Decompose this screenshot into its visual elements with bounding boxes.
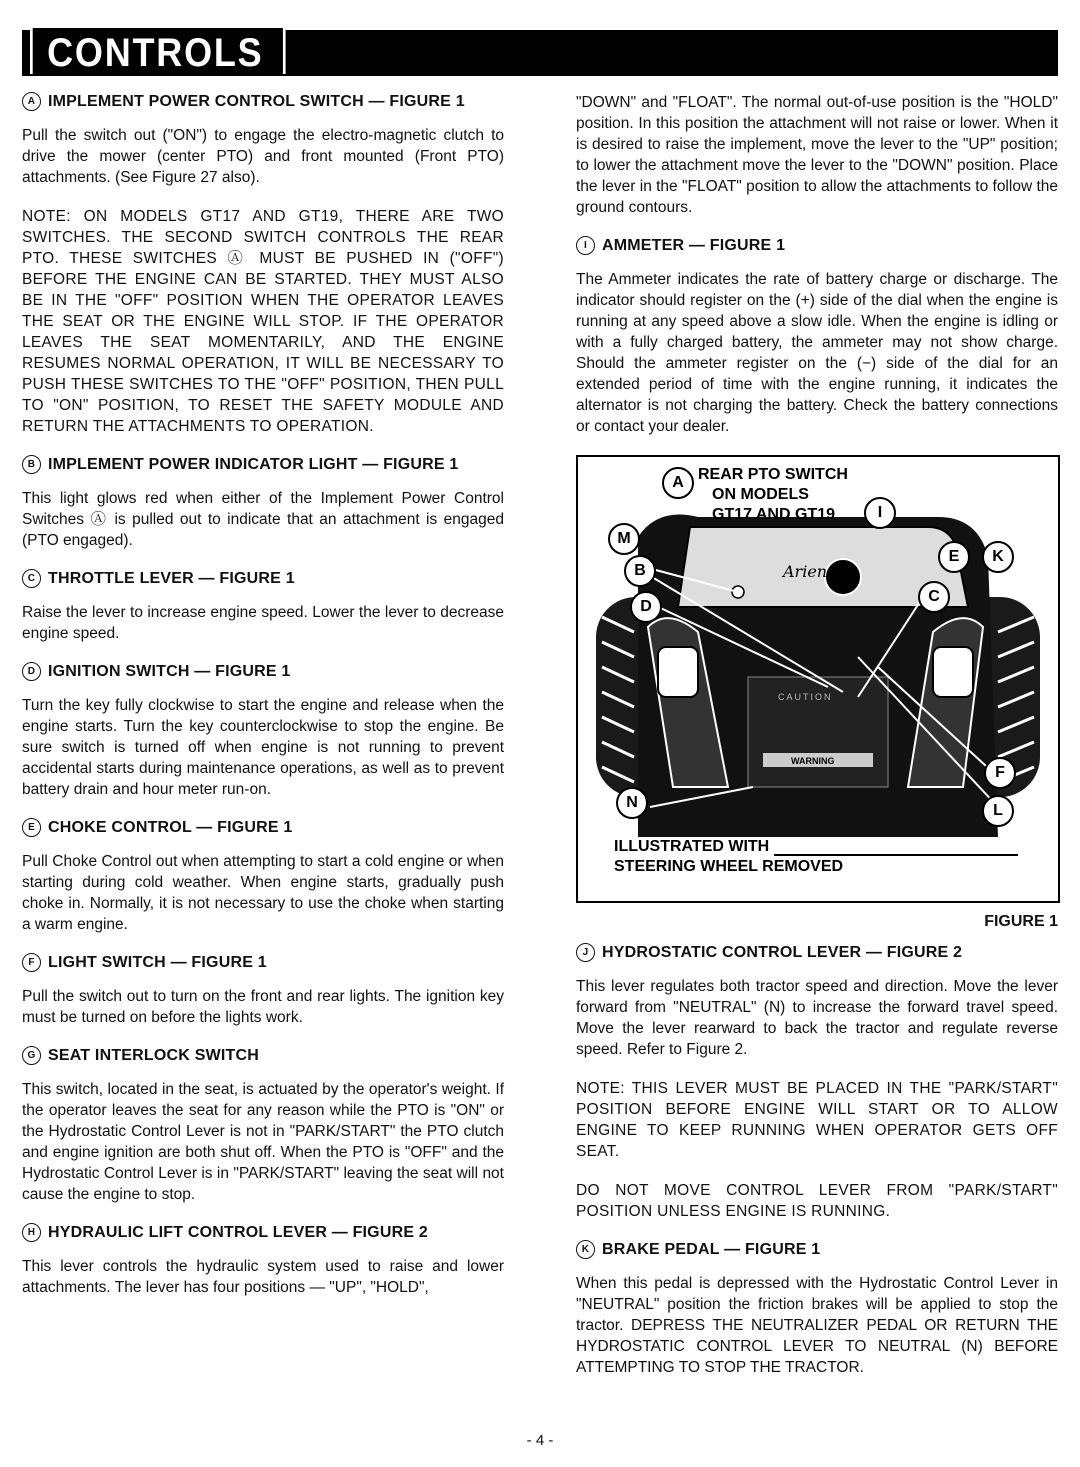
- callout-line: STEERING WHEEL REMOVED: [614, 858, 844, 875]
- paragraph: Pull the switch out to turn on the front and rear lights. The ignition key must be turned on before the lights work.: [22, 988, 504, 1026]
- figure-label-m: M: [608, 523, 640, 555]
- heading-ignition-switch: [22, 662, 504, 681]
- letter-badge-f: F: [22, 953, 41, 972]
- paragraph: Pull Choke Control out when attempting to start a cold engine or when starting during cold weather. When engine starts, gradually push choke in. Normally, it is not necessary to use the choke when starting a warm engine.: [22, 853, 504, 933]
- paragraph: The Ammeter indicates the rate of battery charge or discharge. The indicator should register on the (+) side of the dial when the engine is running at any speed above a slow idle. When the engine is idling or with a fully charged battery, the ammeter may not show charge. Should the ammeter register on the (−) side of the dial for an extended period of time with the engine running, it indicates the alternator is not charging the battery. Check the battery connections or contact your dealer.: [576, 271, 1058, 435]
- letter-badge-k: K: [576, 1240, 595, 1259]
- heading-seat-interlock-switch: [22, 1046, 504, 1065]
- figure-label-a: A: [662, 467, 694, 499]
- right-pedal: [933, 647, 973, 697]
- figure-label-k: K: [982, 541, 1014, 573]
- page-number: - 4 -: [526, 1432, 554, 1449]
- paragraph: This switch, located in the seat, is actuated by the operator's weight. If the operator leaves the seat for any reason while the PTO is "ON" or the Hydrostatic Control Lever is not in "PARK/START" the PTO clutch and engine ignition are both shut off. When the PTO is "OFF" and the Hydrostatic Control Lever is in "PARK/START" leaving the seat will not cause the engine to stop.: [22, 1081, 504, 1203]
- paragraph: This light glows red when either of the Implement Power Control Switches Ⓐ is pulled out to indicate that an attachment is engaged (PTO engaged).: [22, 490, 504, 549]
- paragraph: Turn the key fully clockwise to start the engine and release when the engine starts. Turn the key counterclockwise to stop the engine. Be sure switch is turned off when engine is not running to prevent accidental starts during maintenance operations, as well as to prevent battery drain and hour meter run-on.: [22, 697, 504, 798]
- figure-label-f: F: [984, 757, 1016, 789]
- figure-1-illustration: [576, 455, 1060, 903]
- heading-text: THROTTLE LEVER — FIGURE 1: [48, 569, 295, 587]
- warning-paragraph: DO NOT MOVE CONTROL LEVER FROM "PARK/START" POSITION UNLESS ENGINE IS RUNNING.: [576, 1182, 1058, 1220]
- warning-label: WARNING: [791, 756, 835, 766]
- letter-badge-h: H: [22, 1223, 41, 1242]
- callout-line: ON MODELS: [712, 486, 809, 503]
- callout-line: ILLUSTRATED WITH: [614, 838, 770, 855]
- paragraph: "DOWN" and "FLOAT". The normal out-of-use position is the "HOLD" position. In this position the attachment will not raise or lower. When it is desired to raise the implement, move the lever to the "UP" position; to lower the attachment move the lever to the "DOWN" position. Place the lever in the "FLOAT" position to allow the attachments to follow the ground contours.: [576, 94, 1058, 216]
- heading-text: LIGHT SWITCH — FIGURE 1: [48, 953, 267, 971]
- left-column: [22, 92, 504, 1316]
- heading-text: CHOKE CONTROL — FIGURE 1: [48, 818, 293, 836]
- heading-implement-power-control-switch: [22, 92, 504, 111]
- callout-line: REAR PTO SWITCH: [698, 466, 848, 483]
- letter-badge-e: E: [22, 818, 41, 837]
- left-pedal: [658, 647, 698, 697]
- heading-text: HYDRAULIC LIFT CONTROL LEVER — FIGURE 2: [48, 1223, 428, 1241]
- figure-label-l: L: [982, 795, 1014, 827]
- heading-ammeter: [576, 236, 1058, 255]
- note-paragraph: NOTE: ON MODELS GT17 AND GT19, THERE ARE TWO SWITCHES. THE SECOND SWITCH CONTROLS THE REAR PTO. THESE SWITCHES Ⓐ MUST BE PUSHED IN ("OFF") BEFORE THE ENGINE CAN BE STARTED. THEY MUST ALSO BE IN THE "OFF" POSITION WHEN THE OPERATOR LEAVES THE SEAT OR THE ENGINE WILL STOP. IF THE OPERATOR LEAVES THE SEAT MOMENTARILY, AND THE ENGINE RESUMES NORMAL OPERATION, IT WILL BE NECESSARY TO PUSH THESE SWITCHES TO THE "OFF" POSITION, THEN PULL TO "ON" POSITION, TO RESET THE SAFETY MODULE AND RETURN THE ATTACHMENTS TO OPERATION.: [22, 208, 504, 435]
- heading-light-switch: [22, 953, 504, 972]
- callout-line: GT17 AND GT19: [712, 506, 835, 523]
- letter-badge-c: C: [22, 569, 41, 588]
- figure-label-c: C: [918, 581, 950, 613]
- figure-caption: FIGURE 1: [984, 913, 1058, 930]
- heading-text: BRAKE PEDAL — FIGURE 1: [602, 1240, 821, 1258]
- paragraph: This lever regulates both tractor speed and direction. Move the lever forward from "NEUTRAL" (N) to increase the forward travel speed. Move the lever rearward to back the tractor and regulate reverse speed. Refer to Figure 2.: [576, 978, 1058, 1058]
- figure-label-b: B: [624, 555, 656, 587]
- letter-badge-i: I: [576, 236, 595, 255]
- letter-badge-b: B: [22, 455, 41, 474]
- heading-text: SEAT INTERLOCK SWITCH: [48, 1046, 260, 1064]
- figure-label-d: D: [630, 591, 662, 623]
- letter-badge-g: G: [22, 1046, 41, 1065]
- heading-text: AMMETER — FIGURE 1: [602, 236, 786, 254]
- paragraph: Pull the switch out ("ON") to engage the electro-magnetic clutch to drive the mower (center PTO) and front mounted (Front PTO) attachments. (See Figure 27 also).: [22, 127, 504, 186]
- figure-label-i: I: [864, 497, 896, 529]
- letter-badge-d: D: [22, 662, 41, 681]
- section-title: CONTROLS: [30, 28, 286, 74]
- section-banner: [22, 30, 1058, 76]
- heading-throttle-lever: [22, 569, 504, 588]
- heading-hydraulic-lift-control-lever: [22, 1223, 504, 1242]
- brand-logo: Ariens: [783, 562, 836, 581]
- heading-text: IMPLEMENT POWER INDICATOR LIGHT — FIGURE 1: [48, 455, 459, 473]
- figure-label-e: E: [938, 541, 970, 573]
- illustration-note: [614, 837, 843, 877]
- right-column: [576, 92, 1058, 1396]
- heading-implement-power-indicator-light: [22, 455, 504, 474]
- heading-text: HYDROSTATIC CONTROL LEVER — FIGURE 2: [602, 943, 963, 961]
- rear-pto-callout: [698, 465, 848, 525]
- heading-text: IMPLEMENT POWER CONTROL SWITCH — FIGURE 1: [48, 92, 465, 110]
- paragraph: When this pedal is depressed with the Hydrostatic Control Lever in "NEUTRAL" position the friction brakes will be applied to stop the tractor. DEPRESS THE NEUTRALIZER PEDAL OR RETURN THE HYDROSTATIC CONTROL LEVER TO NEUTRAL (N) BEFORE ATTEMPTING TO STOP THE TRACTOR.: [576, 1275, 1058, 1376]
- letter-badge-j: J: [576, 943, 595, 962]
- heading-brake-pedal: [576, 1240, 1058, 1259]
- note-paragraph: NOTE: THIS LEVER MUST BE PLACED IN THE "PARK/START" POSITION BEFORE ENGINE WILL START OR TO ALLOW ENGINE TO KEEP RUNNING WHEN OPERATOR GETS OFF SEAT.: [576, 1080, 1058, 1160]
- figure-label-n: N: [616, 787, 648, 819]
- paragraph: Raise the lever to increase engine speed. Lower the lever to decrease engine speed.: [22, 604, 504, 642]
- letter-badge-a: A: [22, 92, 41, 111]
- heading-choke-control: [22, 818, 504, 837]
- paragraph: This lever controls the hydraulic system used to raise and lower attachments. The lever has four positions — "UP", "HOLD",: [22, 1258, 504, 1296]
- caution-label: CAUTION: [778, 692, 833, 702]
- heading-text: IGNITION SWITCH — FIGURE 1: [48, 662, 291, 680]
- heading-hydrostatic-control-lever: [576, 943, 1058, 962]
